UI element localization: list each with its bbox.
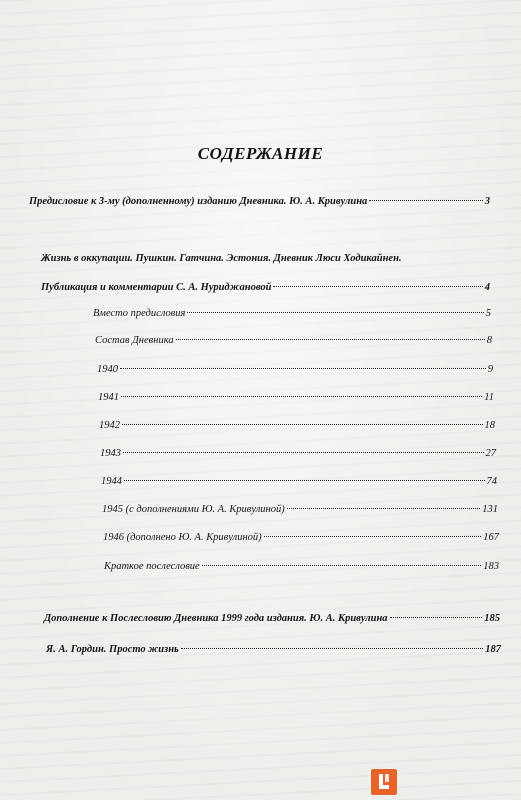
toc-entry — [93, 308, 491, 319]
toc-entry-page: 3 — [484, 196, 490, 207]
logo-glyph — [371, 769, 397, 795]
toc-entry — [46, 644, 501, 655]
toc-entry-page: 185 — [484, 613, 500, 624]
toc-entry — [99, 420, 495, 431]
toc-entry-page: 167 — [483, 532, 499, 543]
leader-dots — [187, 312, 483, 313]
leader-dots — [121, 396, 482, 397]
toc-entry-title: Публикация и комментарии С. А. Нуриджановой — [41, 282, 272, 293]
toc-entry-title: 1941 — [98, 392, 119, 403]
toc-entry-title: 1946 (дополнено Ю. А. Кривулиной) — [103, 532, 262, 543]
toc-entry — [100, 448, 496, 459]
toc-entry-title: Краткое послесловие — [104, 561, 200, 572]
leader-dots — [122, 424, 483, 425]
page-title: СОДЕРЖАНИЕ — [197, 144, 324, 163]
leader-dots — [287, 508, 480, 509]
toc-entry — [29, 196, 490, 207]
toc-entry — [102, 504, 498, 515]
toc-entry-title: 1940 — [97, 364, 118, 375]
leader-dots — [120, 368, 486, 369]
leader-dots — [390, 617, 483, 618]
toc-entry — [41, 282, 490, 293]
toc-entry-page: 74 — [486, 476, 497, 487]
toc-entry-page: 18 — [484, 420, 495, 431]
leader-dots — [369, 200, 482, 201]
leader-dots — [123, 452, 484, 453]
toc-entry-page: 27 — [485, 448, 496, 459]
leader-dots — [273, 286, 482, 287]
toc-entry — [103, 532, 499, 543]
toc-entry-title: 1944 — [101, 476, 122, 487]
toc-entry — [104, 561, 499, 572]
toc-entry-title: Вместо предисловия — [93, 308, 186, 319]
toc-entry-title: 1945 (с дополнениями Ю. А. Кривулиной) — [102, 504, 285, 515]
toc-entry-page: 183 — [483, 561, 499, 572]
toc-entry-title-line: Жизнь в оккупации. Пушкин. Гатчина. Эстония. Дневник Люси Ходикайнен. — [41, 253, 402, 264]
toc-entry-title: 1943 — [100, 448, 121, 459]
toc-entry-title: 1942 — [99, 420, 120, 431]
toc-entry — [98, 392, 494, 403]
toc-entry-page: 4 — [484, 282, 490, 293]
toc-entry — [101, 476, 497, 487]
toc-entry — [97, 364, 493, 375]
toc-entry-title: Состав Дневника — [95, 335, 174, 346]
labirint-logo-icon — [371, 769, 397, 795]
leader-dots — [124, 480, 485, 481]
toc-entry-page: 5 — [485, 308, 491, 319]
toc-entry-title: Я. А. Гордин. Просто жизнь — [46, 644, 179, 655]
toc-entry — [95, 335, 492, 346]
toc-entry-page: 11 — [484, 392, 494, 403]
toc-entry-page: 131 — [482, 504, 498, 515]
leader-dots — [264, 536, 482, 537]
leader-dots — [181, 648, 483, 649]
toc-entry-page: 8 — [486, 335, 492, 346]
leader-dots — [202, 565, 482, 566]
toc-entry-title: Дополнение к Послесловию Дневника 1999 года издания. Ю. А. Кривулина — [44, 613, 388, 624]
toc-entry — [44, 613, 500, 624]
toc-entry-page: 9 — [487, 364, 493, 375]
leader-dots — [176, 339, 485, 340]
toc-entry-page: 187 — [485, 644, 501, 655]
toc-entry-title: Предисловие к 3-му (дополненному) изданию Дневника. Ю. А. Кривулина — [29, 196, 368, 207]
